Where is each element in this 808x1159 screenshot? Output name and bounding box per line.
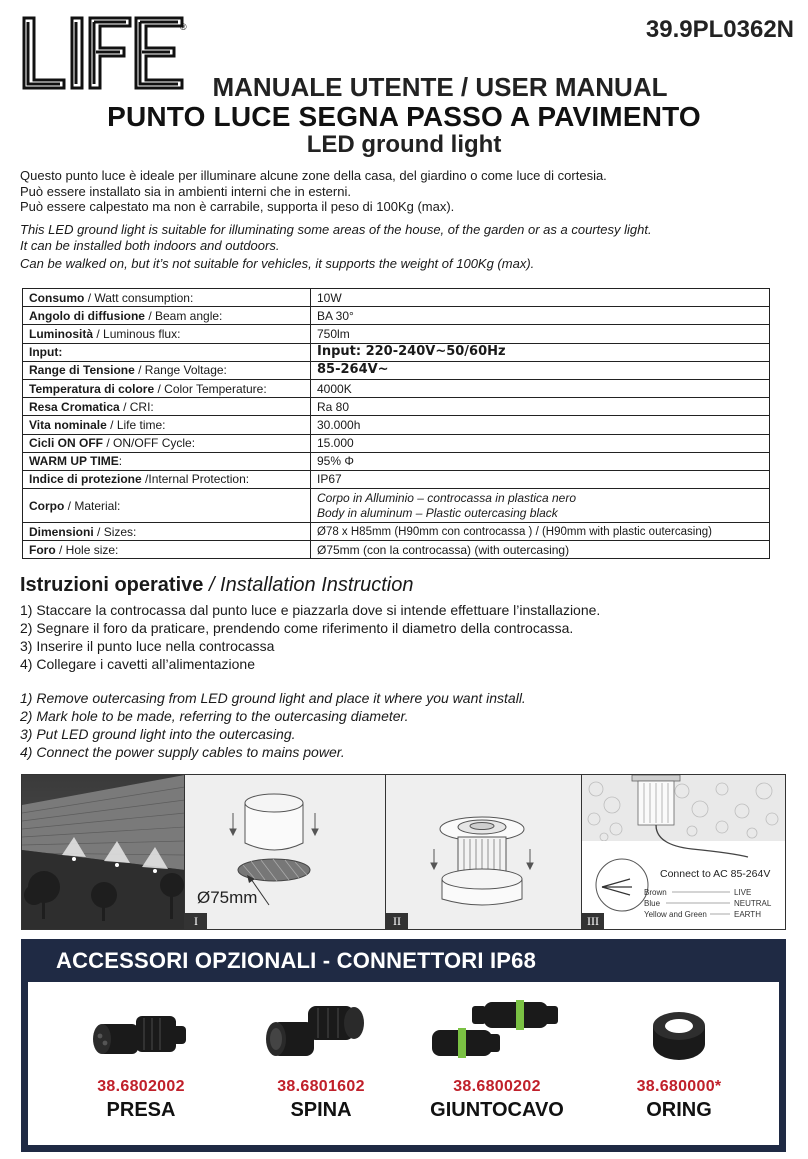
accessory-name: GIUNTOCAVO <box>430 1099 564 1121</box>
product-code: 39.9PL0362N <box>645 16 794 43</box>
table-row <box>23 434 770 452</box>
spec-value: 4000K <box>311 379 770 397</box>
wire-color: Blue <box>644 899 661 908</box>
spec-value: 750lm <box>311 325 770 343</box>
table-row <box>23 289 770 307</box>
list-item: 1) Staccare la controcassa dal punto luce e piazzarla dove si intende effettuare l’installazione. <box>20 602 601 618</box>
intro-en <box>20 222 790 272</box>
table-row <box>23 452 770 470</box>
spec-value: Ra 80 <box>311 398 770 416</box>
intro-it-line: Questo punto luce è ideale per illuminare alcune zone della casa, del giardino o come luce di cortesia. <box>20 168 607 183</box>
table-row <box>23 523 770 541</box>
figure-number: II <box>386 913 408 929</box>
list-item: 4) Collegare i cavetti all’alimentazione <box>20 656 256 672</box>
list-item: 3) Put LED ground light into the outercasing. <box>20 726 296 742</box>
accessory-code: 38.6802002 <box>97 1078 185 1095</box>
figure-step-2 <box>386 775 582 929</box>
hole-diameter-label: Ø75mm <box>197 888 258 907</box>
wire-connection: NEUTRAL <box>734 899 772 908</box>
spec-key: Range di Tensione / Range Voltage: <box>23 361 311 379</box>
list-item: 4) Connect the power supply cables to mains power. <box>20 744 345 760</box>
product-title-en: LED ground light <box>306 131 502 158</box>
manual-title: MANUALE UTENTE / USER MANUAL <box>212 72 668 102</box>
product-title-it: PUNTO LUCE SEGNA PASSO A PAVIMENTO <box>107 101 701 132</box>
spec-value: BA 30° <box>311 307 770 325</box>
spec-key: WARM UP TIME: <box>23 452 311 470</box>
spec-value: 10W <box>311 289 770 307</box>
spec-value: Input: 220-240V~50/60Hz <box>311 343 770 361</box>
table-row <box>23 416 770 434</box>
spec-key: Cicli ON OFF / ON/OFF Cycle: <box>23 434 311 452</box>
table-row <box>23 307 770 325</box>
spec-key: Vita nominale / Life time: <box>23 416 311 434</box>
list-item: 2) Mark hole to be made, referring to the outercasing diameter. <box>20 708 409 724</box>
oring-icon <box>594 982 764 1078</box>
intro-en-line: This LED ground light is suitable for illuminating some areas of the house, of the garden or as a courtesy light. <box>20 222 652 237</box>
spec-key: Consumo / Watt consumption: <box>23 289 311 307</box>
connector-socket-icon <box>56 982 226 1078</box>
spec-key: Angolo di diffusione / Beam angle: <box>23 307 311 325</box>
spec-key: Corpo / Material: <box>23 489 311 523</box>
figure-number: I <box>185 913 207 929</box>
spec-value: Ø78 x H85mm (H90mm con controcassa ) / (H90mm with plastic outercasing) <box>311 523 770 541</box>
table-row <box>23 541 770 559</box>
accessory-name: SPINA <box>290 1099 352 1121</box>
list-item: 3) Inserire il punto luce nella controcassa <box>20 638 275 654</box>
connect-label: Connect to AC 85-264V <box>660 868 771 880</box>
list-item: 1) Remove outercasing from LED ground light and place it where you want install. <box>20 690 526 706</box>
accessory-presa <box>56 982 226 1147</box>
wire-connection: LIVE <box>734 888 752 897</box>
spec-value: 15.000 <box>311 434 770 452</box>
table-row <box>23 398 770 416</box>
spec-key: Foro / Hole size: <box>23 541 311 559</box>
spec-key: Dimensioni / Sizes: <box>23 523 311 541</box>
instructions-title: Istruzioni operative / Installation Instruction <box>20 574 414 596</box>
intro-en-line: It can be installed both indoors and outdoors. <box>20 237 280 253</box>
spec-value: 95% Φ <box>311 452 770 470</box>
spec-value: 30.000h <box>311 416 770 434</box>
garden-photo <box>22 775 185 929</box>
wire-connection: EARTH <box>734 910 761 919</box>
spec-table <box>22 288 770 559</box>
wire-color: Brown <box>644 888 667 897</box>
accessory-spina <box>236 982 406 1147</box>
accessories-title: ACCESSORI OPZIONALI - CONNETTORI IP68 <box>56 948 537 973</box>
spec-value: Corpo in Alluminio – controcassa in plastica nero Body in aluminum – Plastic outercasing black <box>311 489 770 523</box>
cable-joint-icon <box>412 982 582 1078</box>
spec-key: Resa Cromatica / CRI: <box>23 398 311 416</box>
installation-figures <box>21 774 786 930</box>
accessory-oring <box>594 982 764 1147</box>
accessory-name: ORING <box>646 1099 712 1121</box>
figure-step-1 <box>185 775 386 929</box>
spec-value: Ø75mm (con la controcassa) (with outercasing) <box>311 541 770 559</box>
svg-text:®: ® <box>180 22 187 32</box>
spec-value: 85-264V~ <box>311 361 770 379</box>
table-row <box>23 343 770 361</box>
table-row <box>23 361 770 379</box>
figure-step-3 <box>582 775 785 929</box>
intro-it <box>20 168 790 215</box>
accessory-giuntocavo <box>412 982 582 1147</box>
wire-color: Yellow and Green <box>644 910 707 919</box>
spec-key: Indice di protezione /Internal Protection: <box>23 470 311 488</box>
steps-it <box>20 601 600 673</box>
spec-key: Luminosità / Luminous flux: <box>23 325 311 343</box>
spec-key: Temperatura di colore / Color Temperature: <box>23 379 311 397</box>
accessory-code: 38.6800202 <box>453 1078 541 1095</box>
connector-plug-icon <box>236 982 406 1078</box>
intro-it-line: Può essere calpestato ma non è carrabile, supporta il peso di 100Kg (max). <box>20 199 455 214</box>
accessory-code: 38.6801602 <box>277 1078 365 1095</box>
spec-key: Input: <box>23 343 311 361</box>
accessories-list <box>28 982 779 1145</box>
table-row <box>23 325 770 343</box>
intro-en-line: Can be walked on, but it’s not suitable for vehicles, it supports the weight of 100Kg (max). <box>20 256 535 271</box>
steps-en <box>20 689 526 761</box>
table-row <box>23 470 770 488</box>
intro-it-line: Può essere installato sia in ambienti interni che in esterni. <box>20 183 351 199</box>
table-row <box>23 379 770 397</box>
table-row <box>23 489 770 523</box>
accessory-name: PRESA <box>106 1099 176 1121</box>
list-item: 2) Segnare il foro da praticare, prendendo come riferimento il diametro della controcassa. <box>20 620 574 636</box>
spec-value: IP67 <box>311 470 770 488</box>
figure-number: III <box>582 913 604 929</box>
accessory-code: 38.680000* <box>636 1078 722 1095</box>
accessories-panel <box>21 939 786 1152</box>
